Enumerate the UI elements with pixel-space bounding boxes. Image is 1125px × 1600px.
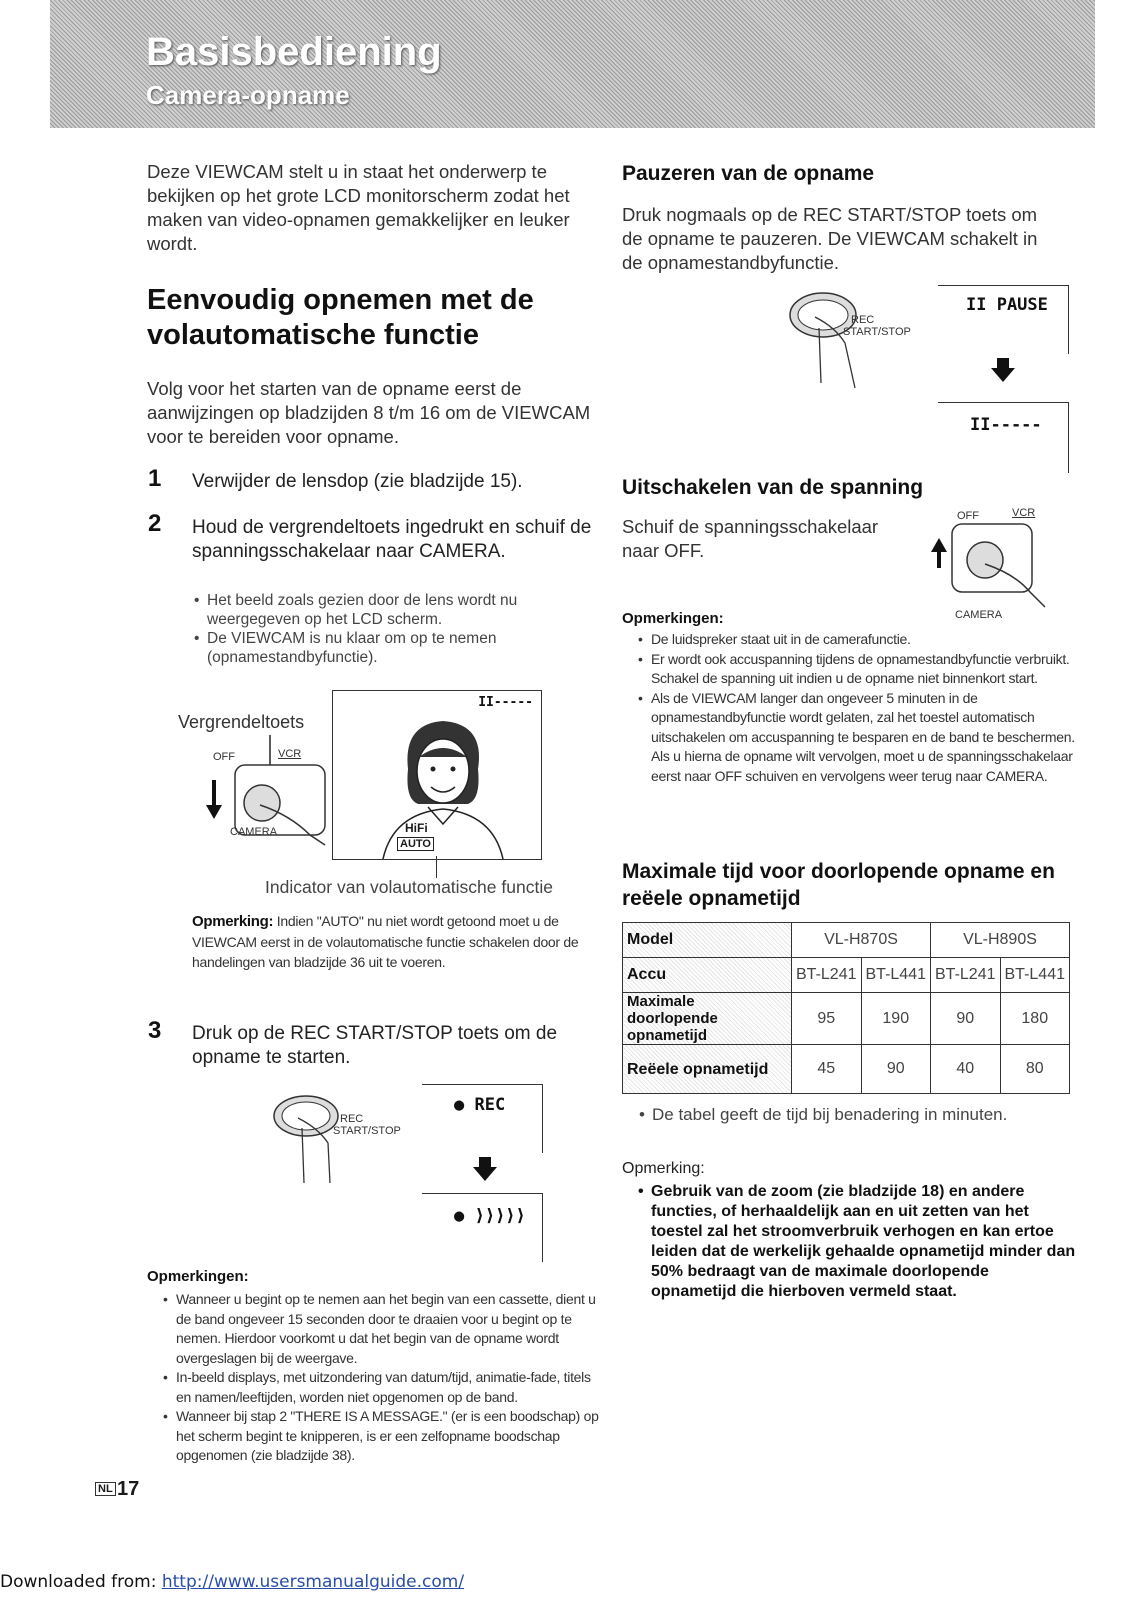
zoom-note xyxy=(637,1182,1076,1302)
step-3-text: Druk op de REC START/STOP toets om de opname te starten. xyxy=(192,1023,558,1068)
switch-camera-label: CAMERA xyxy=(230,826,278,838)
intro-text: Deze VIEWCAM stelt u in staat het onderwerp te bekijken op het grote LCD monitorscherm zodat het maken van video-opnamen gemakkelijker en leuker wordt. xyxy=(147,161,570,254)
page-number: 17 xyxy=(117,1478,140,1500)
max-time-header: Maximale doorlopende opnametijd xyxy=(623,993,792,1045)
pause-display-top xyxy=(938,285,1069,354)
download-footer xyxy=(0,1572,464,1592)
maxtime-title: Maximale tijd voor doorlopende opname en reëele opnametijd xyxy=(622,860,1055,910)
lcd-screen-illustration xyxy=(332,690,542,860)
down-arrow-icon xyxy=(470,1155,500,1185)
switch-off-label: OFF xyxy=(213,751,235,763)
hifi-indicator: HiFi xyxy=(405,821,428,835)
indicator-callout-line xyxy=(436,856,437,878)
zoom-note-label: Opmerking: xyxy=(622,1160,705,1177)
footer-prefix: Downloaded from: xyxy=(0,1572,162,1592)
power-camera-label: CAMERA xyxy=(955,609,1003,621)
section-title-auto: Eenvoudig opnemen met de volautomatische functie xyxy=(147,284,534,351)
pause-down-arrow-icon xyxy=(988,356,1018,386)
real-time-cell: 80 xyxy=(1000,1045,1070,1094)
recording-display-text: ● ⟩⟩⟩⟩⟩ xyxy=(454,1206,526,1226)
footer-link[interactable]: http://www.usersmanualguide.com/ xyxy=(161,1572,465,1592)
accu-cell: BT-L241 xyxy=(792,958,862,993)
switch-vcr-label: VCR xyxy=(278,748,302,760)
pause-title: Pauzeren van de opname xyxy=(622,162,875,185)
max-time-cell: 180 xyxy=(1000,993,1070,1045)
page-title: Basisbediening xyxy=(146,30,442,74)
model-cell: VL-H890S xyxy=(931,923,1070,958)
table-row xyxy=(623,958,1070,993)
start-stop-label: START/STOP xyxy=(333,1125,401,1137)
model-cell: VL-H870S xyxy=(792,923,931,958)
power-off-title: Uitschakelen van de spanning xyxy=(622,476,924,499)
real-time-cell: 90 xyxy=(861,1045,931,1094)
pause-rec-button-figure xyxy=(783,283,893,393)
note-label: Opmerking: xyxy=(192,913,274,930)
screen-standby-indicator: II----- xyxy=(478,695,533,710)
notes-heading-left: Opmerkingen: xyxy=(147,1268,249,1285)
page-subtitle: Camera-opname xyxy=(146,80,350,110)
table-row xyxy=(623,993,1070,1045)
list-item: • Als de VIEWCAM langer dan ongeveer 5 minuten in de opnamestandbyfunctie wordt gelaten, zal het toestel automatisch uitschakelen om accuspanning te besparen en de band te beschermen. Als u hierna de opname wilt vervolgen, moet u de spanningsschakelaar eerst naar OFF schuiven en vervolgens weer terug naar CAMERA. xyxy=(651,689,1079,787)
rec-display-top xyxy=(422,1084,543,1153)
recording-time-table xyxy=(622,922,1070,1094)
model-header: Model xyxy=(623,923,792,958)
language-badge: NL xyxy=(95,1482,116,1496)
list-item: • De tabel geeft de tijd bij benadering in minuten. xyxy=(652,1105,1092,1125)
power-off-label: OFF xyxy=(957,510,979,522)
pause-display-bottom xyxy=(938,402,1069,473)
standby-display-text: II----- xyxy=(970,415,1042,435)
real-time-header: Reëele opnametijd xyxy=(623,1045,792,1094)
list-item: • Gebruik van de zoom (zie bladzijde 18) en andere functies, of herhaaldelijk aan en uit zetten van het toestel zal het stroomverbruik verhogen en kan ertoe leiden dat de werkelijk gehaalde opnametijd minder dan 50% bedraagt van de maximale doorlopende opnametijd die hierboven vermeld staat. xyxy=(651,1182,1076,1302)
list-item: • De VIEWCAM is nu klaar om op te nemen (opnamestandbyfunctie). xyxy=(207,629,602,667)
real-time-cell: 45 xyxy=(792,1045,862,1094)
auto-note xyxy=(192,911,590,972)
max-time-cell: 90 xyxy=(931,993,1001,1045)
step-2-number: 2 xyxy=(148,510,162,537)
rec-label: REC xyxy=(340,1113,364,1125)
list-item: • Er wordt ook accuspanning tijdens de opnamestandbyfunctie verbruikt. Schakel de spanning uit indien u de opname niet binnenkort start. xyxy=(651,650,1079,689)
rec-display-text: ● REC xyxy=(454,1095,506,1115)
power-vcr-label: VCR xyxy=(1012,507,1036,519)
pause-display-text: II PAUSE xyxy=(966,295,1048,315)
rec-button-figure xyxy=(268,1088,378,1188)
pause-start-stop-label: START/STOP xyxy=(843,326,911,338)
real-time-cell: 40 xyxy=(931,1045,1001,1094)
pause-rec-label: REC xyxy=(851,314,875,326)
notes-list-right xyxy=(637,630,1079,786)
step-2-bullets xyxy=(193,591,602,667)
list-item: • In-beeld displays, met uitzondering van datum/tijd, animatie-fade, titels en namen/leeftijden, worden niet opgenomen op de band. xyxy=(176,1368,606,1407)
table-note xyxy=(638,1105,1092,1125)
pause-text: Druk nogmaals op de REC START/STOP toets om de opname te pauzeren. De VIEWCAM schakelt in de opnamestandbyfunctie. xyxy=(622,204,1038,273)
auto-indicator: AUTO xyxy=(397,837,434,851)
step-1-text: Verwijder de lensdop (zie bladzijde 15). xyxy=(192,471,523,492)
notes-list-left xyxy=(162,1290,606,1466)
figure-caption: Indicator van volautomatische functie xyxy=(265,877,553,897)
power-switch-figure-2 xyxy=(925,512,1050,622)
table-row xyxy=(623,923,1070,958)
max-time-cell: 190 xyxy=(861,993,931,1045)
notes-heading-right: Opmerkingen: xyxy=(622,610,724,627)
lock-key-label: Vergrendeltoets xyxy=(178,712,305,732)
list-item: • De luidspreker staat uit in de camerafunctie. xyxy=(651,630,1079,650)
step-3-number: 3 xyxy=(148,1017,162,1044)
list-item: • Wanneer u begint op te nemen aan het begin van een cassette, dient u de band ongeveer 15 seconden door te draaien voor u begint op te nemen. Hierdoor voorkomt u dat het begin van de opname wordt overgeslagen bij de weergave. xyxy=(176,1290,606,1368)
step-1-number: 1 xyxy=(148,465,162,492)
list-item: • Wanneer bij stap 2 "THERE IS A MESSAGE." (er is een boodschap) op het scherm begint te knipperen, is er een zelfopname boodschap opgenomen (zie bladzijde 38). xyxy=(176,1407,606,1466)
step-2-text: Houd de vergrendeltoets ingedrukt en schuif de spanningsschakelaar naar CAMERA. xyxy=(192,517,592,562)
max-time-cell: 95 xyxy=(792,993,862,1045)
section-lead: Volg voor het starten van de opname eerst de aanwijzingen op bladzijden 8 t/m 16 om de VIEWCAM voor te bereiden voor opname. xyxy=(147,378,591,447)
accu-cell: BT-L441 xyxy=(1000,958,1070,993)
note-text: Indien "AUTO" nu niet wordt getoond moet u de VIEWCAM eerst in de volautomatische functie schakelen door de handelingen van bladzijde 36 uit te voeren. xyxy=(192,913,579,970)
rec-display-bottom xyxy=(422,1193,543,1262)
person-illustration xyxy=(363,709,523,859)
accu-cell: BT-L241 xyxy=(931,958,1001,993)
header-band xyxy=(50,0,1095,128)
accu-cell: BT-L441 xyxy=(861,958,931,993)
accu-header: Accu xyxy=(623,958,792,993)
table-row xyxy=(623,1045,1070,1094)
list-item: • Het beeld zoals gezien door de lens wordt nu weergegeven op het LCD scherm. xyxy=(207,591,602,629)
power-off-text: Schuif de spanningsschakelaar naar OFF. xyxy=(622,516,879,561)
